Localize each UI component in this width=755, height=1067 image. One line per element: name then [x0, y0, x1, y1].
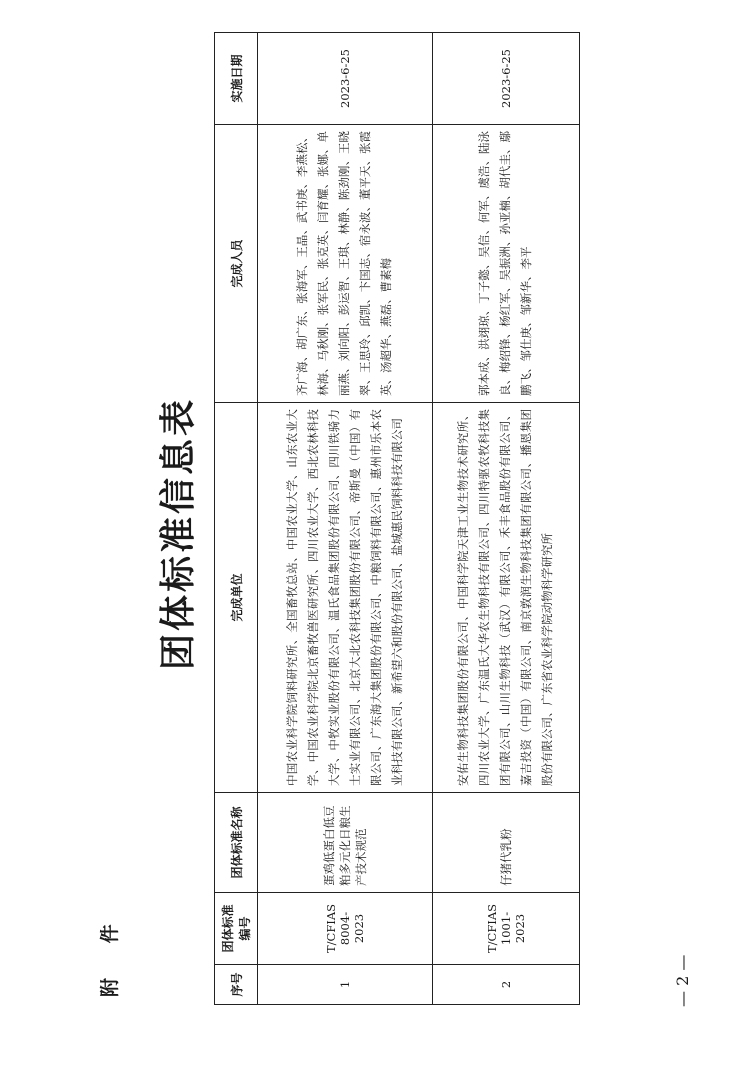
table-row [258, 33, 433, 1005]
row-date: 2023-6-25 [432, 33, 579, 125]
table-row [432, 33, 579, 1005]
row-no: 1 [258, 965, 433, 1005]
header-name: 团体标准名称 [215, 793, 258, 893]
header-date: 实施日期 [215, 33, 258, 125]
row-name: 蛋鸡低蛋白低豆粕多元化日粮生产技术规范 [258, 793, 433, 893]
row-people: 郭本成、洪翊琼、丁子懿、吴信、何军、虞浩、陆泳良、梅绍锋、杨红军、吴振洲、孙亚楠、胡代圭、鄢鹏飞、邹仕庚、邹新华、李平 [432, 125, 579, 403]
header-code: 团体标准编号 [215, 893, 258, 965]
header-people: 完成人员 [215, 125, 258, 403]
header-no: 序号 [215, 965, 258, 1005]
row-no: 2 [432, 965, 579, 1005]
row-name: 仔猪代乳粉 [432, 793, 579, 893]
attachment-label: 附 件 [99, 910, 121, 997]
row-units: 中国农业科学院饲料研究所、全国畜牧总站、中国农业大学、山东农业大学、中国农业科学院北京畜牧兽医研究所、四川农业大学、西北农林科技大学、中牧实业股份有限公司、温氏食品集团股份有限公司、四川铁骑力士实业有限公司、北京大北农科技集团股份有限公司、帝斯曼（中国）有限公司、广东海大集团股份有限公司、中粮饲料有限公司、惠州市乐本农业科技有限公司、新希望六和股份有限公司、盐城惠民饲料科技有限公司 [258, 403, 433, 793]
table-header-row [215, 33, 258, 1005]
row-code: T/CFIAS 8004-2023 [258, 893, 433, 965]
row-date: 2023-6-25 [258, 33, 433, 125]
page-title: 团体标准信息表 [158, 397, 199, 671]
standards-info-table [214, 32, 580, 1005]
row-people: 齐广海、胡广东、张海军、王晶、武书庚、李燕松、林海、马秋刚、张军民、张克英、闫育耀、张娜、单丽燕、刘向阳、彭运智、王琪、林静、陈劲刚、王晓翠、王思玲、邱凯、卞国志、宿永波、董平天、张霞英、汤超华、燕磊、曹素梅 [258, 125, 433, 403]
header-units: 完成单位 [215, 403, 258, 793]
page-number: — 2 — [673, 954, 692, 1007]
row-code: T/CFIAS 1001-2023 [432, 893, 579, 965]
row-units: 安佑生物科技集团股份有限公司、中国科学院天津工业生物技术研究所、四川农业大学、广东温氏大华农生物科技有限公司、四川特驱农牧科技集团有限公司、山川生物科技（武汉）有限公司、禾丰食品股份有限公司、嘉吉投资（中国）有限公司、南京敦润生物科技集团有限公司、播恩集团股份有限公司、广东省农业科学院动物科学研究所 [432, 403, 579, 793]
